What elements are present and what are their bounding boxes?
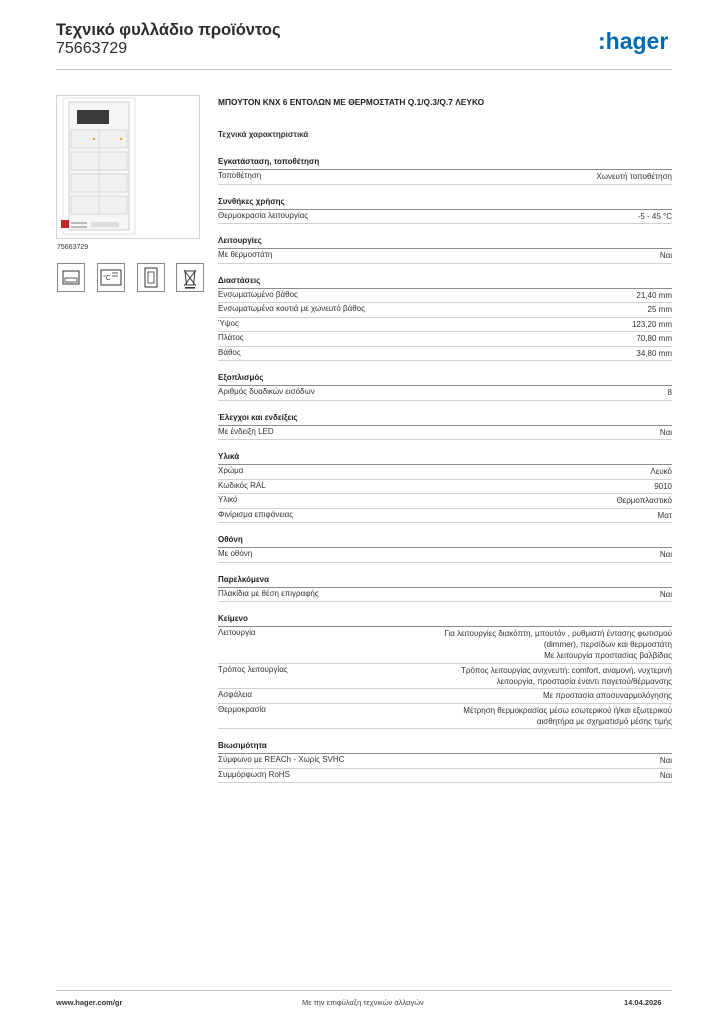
spec-label: Ύψος — [218, 318, 239, 328]
spec-label: Ενσωματωμένο βάθος — [218, 289, 298, 299]
spec-row — [218, 494, 672, 509]
section-technical-title: Τεχνικά χαρακτηριστικά — [218, 130, 309, 139]
spec-value — [596, 171, 672, 182]
hager-logo-text: :hager — [598, 28, 669, 54]
spec-group-heading: Λειτουργίες — [218, 235, 672, 249]
spec-row — [218, 249, 672, 264]
spec-value — [543, 690, 672, 701]
spec-label: Με οθόνη — [218, 549, 253, 558]
spec-value — [632, 319, 672, 330]
spec-row — [218, 664, 672, 690]
spec-group-heading: Συνθήκες χρήσης — [218, 196, 672, 210]
spec-value-line: Ναι — [659, 550, 672, 559]
spec-row — [218, 465, 672, 480]
spec-label: Αριθμός δυαδικών εισόδων — [218, 387, 315, 396]
spec-value — [660, 589, 672, 600]
spec-value-line: Ματ — [657, 510, 672, 520]
spec-value — [654, 481, 672, 492]
spec-value — [444, 628, 672, 661]
spec-label: Πλάτος — [218, 333, 244, 342]
spec-value — [616, 495, 672, 506]
spec-row — [218, 386, 672, 401]
spec-row — [218, 588, 672, 603]
footer-website-link[interactable]: www.hager.com/gr — [56, 998, 123, 1007]
spec-value-line: Ναι — [659, 251, 672, 260]
spec-group-heading: Κείμενο — [218, 613, 672, 627]
spec-group-heading: Εξοπλισμός — [218, 372, 672, 386]
spec-group-heading: Υλικά — [218, 451, 672, 465]
spec-value-line: Ναι — [659, 770, 672, 780]
spec-value-line: Ναι — [659, 589, 672, 599]
spec-value-line: 34,80 mm — [636, 348, 672, 358]
product-code: 75663729 — [56, 40, 128, 57]
spec-label: Συμμόρφωση RoHS — [218, 769, 290, 779]
spec-value — [461, 665, 672, 687]
spec-value — [463, 705, 672, 727]
spec-row — [218, 754, 672, 769]
spec-label: Τρόπος λειτουργίας — [218, 664, 288, 674]
spec-value-line: Λευκό — [650, 467, 672, 476]
spec-label: Με θερμοστάτη — [218, 250, 273, 259]
spec-value-line: Με λειτουργία προστασίας βαλβίδας — [544, 651, 672, 660]
spec-label: Πλακίδια με θέση επιγραφής — [218, 588, 319, 598]
spec-value — [660, 770, 672, 781]
spec-value-line: 9010 — [654, 481, 672, 491]
spec-value — [660, 427, 672, 438]
spec-value — [650, 466, 672, 477]
spec-value-line: Θερμοπλαστικό — [616, 496, 672, 505]
spec-value-line: Για λειτουργίες διακόπτη, μπουτόν , ρυθμιστή έντασης φωτισμού — [444, 629, 672, 638]
spec-group-heading: Βιωσιμότητα — [218, 740, 672, 754]
spec-value-line: λειτουργία, προστασία έναντι παγετού/θέρμανσης — [496, 676, 672, 686]
spec-group-heading: Παρελκόμενα — [218, 574, 672, 588]
spec-value-line: Ναι — [659, 756, 672, 765]
spec-row — [218, 289, 672, 304]
spec-value-line: 25 mm — [647, 305, 672, 314]
spec-label: Φινίρισμα επιφάνειας — [218, 509, 294, 519]
spec-row — [218, 704, 672, 730]
spec-label: Κωδικός RAL — [218, 480, 266, 490]
spec-row — [218, 332, 672, 347]
page-title: Τεχνικό φυλλάδιο προϊόντος — [56, 21, 281, 39]
switch-illustration — [57, 96, 199, 238]
footer-divider — [56, 990, 672, 991]
product-title: ΜΠΟΥΤΟΝ KNX 6 ΕΝΤΟΛΩΝ ΜΕ ΘΕΡΜΟΣΤΑΤΗ Q.1/Q.3/Q.7 ΛΕΥΚΟ — [218, 97, 485, 107]
spec-label: Χρώμα — [218, 466, 244, 475]
spec-row — [218, 303, 672, 318]
flush-mount-icon — [137, 263, 165, 292]
spec-value — [648, 304, 672, 315]
spec-group-heading: Εγκατάσταση, τοποθέτηση — [218, 156, 672, 170]
spec-row — [218, 627, 672, 664]
spec-value-line: Χωνευτή τοποθέτηση — [596, 172, 672, 181]
spec-value — [660, 250, 672, 261]
spec-row — [218, 210, 672, 225]
spec-label: Ασφάλεια — [218, 690, 253, 699]
spec-label: Λειτουργία — [218, 628, 256, 637]
spec-value — [636, 348, 672, 359]
spec-label: Σύμφωνο με REACh - Χωρίς SVHC — [218, 755, 345, 764]
header-divider — [56, 69, 672, 70]
spec-value-line: Τρόπος λειτουργίας ανιχνευτή: comfort, αναμονή, νυχτερινή — [461, 665, 672, 675]
spec-value — [668, 387, 672, 398]
hager-logo — [598, 28, 674, 56]
spec-row — [218, 426, 672, 441]
svg-text:°C: °C — [103, 275, 111, 282]
spec-value-line: Μέτρηση θερμοκρασίας μέσω εσωτερικού ή/και εξωτερικού — [463, 705, 672, 715]
spec-group-heading: Οθόνη — [218, 534, 672, 548]
spec-value-line: 8 — [667, 388, 672, 397]
spec-value — [660, 755, 672, 766]
spec-label: Υλικό — [218, 495, 238, 504]
footer-notice: Με την επιφύλαξη τεχνικών αλλαγών — [302, 998, 424, 1007]
spec-label: Τοποθέτηση — [218, 171, 262, 180]
spec-row — [218, 318, 672, 333]
spec-value-line: Με προστασία αποσυναρμολόγησης — [542, 691, 672, 700]
spec-group-heading: Διαστάσεις — [218, 275, 672, 289]
display-device-icon — [57, 263, 85, 292]
spec-label: Θερμοκρασία — [218, 704, 266, 714]
spec-group-heading: Έλεγχοι και ενδείξεις — [218, 412, 672, 426]
spec-value — [636, 290, 672, 301]
footer-date: 14.04.2026 — [624, 998, 662, 1007]
spec-value-line: 123,20 mm — [631, 319, 672, 329]
spec-label: Ενσωματωμένα κουτιά με χωνευτό βάθος — [218, 304, 365, 313]
spec-row — [218, 769, 672, 784]
spec-label: Βάθος — [218, 347, 241, 357]
image-caption-code: 75663729 — [57, 244, 89, 251]
spec-row — [218, 548, 672, 563]
spec-value — [660, 549, 672, 560]
spec-row — [218, 509, 672, 524]
spec-label: Θερμοκρασία λειτουργίας — [218, 210, 309, 220]
spec-value-line: αισθητήρα με σχηματισμό μέσης τιμής — [536, 716, 672, 726]
spec-value-line: -5 - 45 °C — [637, 211, 672, 221]
spec-value — [636, 333, 672, 344]
spec-value-line: 70,80 mm — [636, 334, 672, 343]
spec-value-line: (dimmer), περσίδων και θερμοστάτη — [543, 640, 672, 649]
spec-row — [218, 170, 672, 185]
weee-bin-icon — [176, 263, 204, 292]
product-image — [56, 95, 200, 239]
spec-row — [218, 347, 672, 362]
thermostat-icon — [97, 263, 125, 292]
spec-value-line: 21,40 mm — [636, 290, 672, 300]
spec-label: Με ένδειξη LED — [218, 426, 274, 436]
spec-value — [638, 211, 672, 222]
spec-value-line: Ναι — [659, 427, 672, 437]
spec-row — [218, 689, 672, 704]
spec-value — [658, 510, 672, 521]
spec-row — [218, 480, 672, 495]
